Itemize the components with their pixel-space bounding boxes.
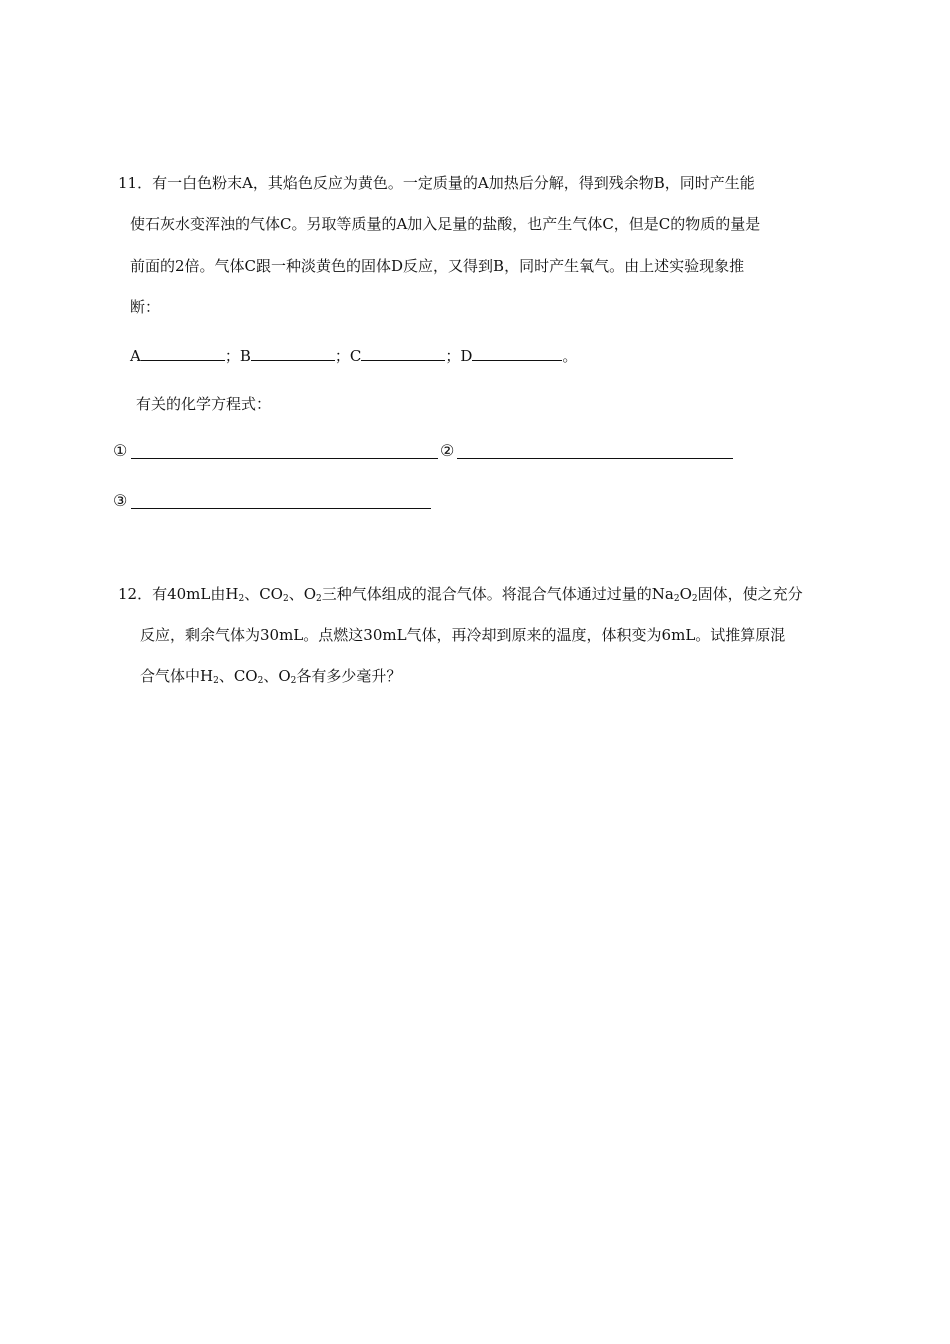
equation-1-line[interactable] <box>131 458 438 459</box>
subscript: 2 <box>282 594 289 604</box>
subscript: 2 <box>213 676 219 686</box>
q12-text: 、O <box>288 585 317 603</box>
equation-3-line[interactable] <box>131 508 431 509</box>
q12-text: 固体，使之充分 <box>697 585 803 603</box>
subscript: 2 <box>691 594 698 604</box>
q12-text: 各有多少毫升？ <box>296 667 402 685</box>
equation-3-marker: ③ <box>113 491 128 510</box>
subscript: 2 <box>290 676 297 686</box>
q11-number: 11． <box>118 174 153 192</box>
q11-text-line-4: 断： <box>130 298 161 316</box>
blank-b-label: ；B <box>224 347 251 365</box>
q12-number: 12． <box>118 585 153 603</box>
q12-line-3 <box>140 666 401 691</box>
equation-2-line[interactable] <box>457 458 733 459</box>
q12-text: 有40mL由H <box>152 585 239 603</box>
q11-answer-blanks <box>130 345 577 366</box>
q12-text: 三种气体组成的混合气体。将混合气体通过过量的Na <box>321 585 674 603</box>
equation-1-marker: ① <box>113 441 128 460</box>
subscript: 2 <box>316 594 322 604</box>
q12-text: 合气体中H <box>140 667 214 685</box>
q12-line-1 <box>118 584 803 609</box>
equations-title: 有关的化学方程式： <box>136 395 272 413</box>
blank-a[interactable] <box>141 345 225 361</box>
blank-d-label: ；D <box>445 347 473 365</box>
q11-text-line-1: 有一白色粉末A，其焰色反应为黄色。一定质量的A加热后分解，得到残余物B，同时产生能 <box>152 174 755 192</box>
blank-c[interactable] <box>361 345 445 361</box>
q12-text-line-2: 反应，剩余气体为30mL。点燃这30mL气体，再冷却到原来的温度，体积变为6mL。试推算原混 <box>140 626 786 644</box>
q11-line-1 <box>118 173 755 193</box>
blank-d[interactable] <box>472 345 562 361</box>
blank-a-label: A <box>130 347 141 365</box>
subscript: 2 <box>238 594 245 604</box>
q12-text: 、O <box>263 667 291 685</box>
q12-text: 、CO <box>218 667 258 685</box>
q11-text-line-2: 使石灰水变浑浊的气体C。另取等质量的A加入足量的盐酸，也产生气体C，但是C的物质的量是 <box>130 215 761 233</box>
q11-text-line-3: 前面的2倍。气体C跟一种淡黄色的固体D反应，又得到B，同时产生氧气。由上述实验现象推 <box>130 257 745 275</box>
blanks-end-punct: 。 <box>562 347 578 365</box>
subscript: 2 <box>673 594 680 604</box>
blank-c-label: ；C <box>334 347 362 365</box>
equation-2-marker: ② <box>440 441 455 460</box>
q12-text: O <box>679 585 692 603</box>
blank-b[interactable] <box>251 345 335 361</box>
subscript: 2 <box>257 676 264 686</box>
q12-text: 、CO <box>244 585 283 603</box>
